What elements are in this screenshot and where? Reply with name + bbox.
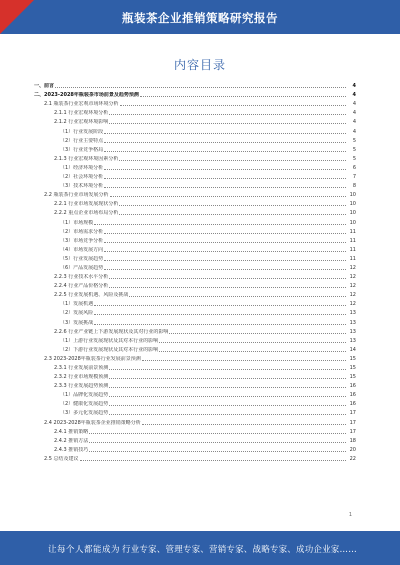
toc-dot-leader xyxy=(80,460,346,461)
toc-entry[interactable] xyxy=(34,435,356,444)
toc-entry[interactable] xyxy=(34,335,356,344)
toc-entry[interactable] xyxy=(34,135,356,144)
toc-entry-text: 2.2.3 行业技术水平分析 xyxy=(54,274,109,281)
toc-entry-page: 16 xyxy=(349,383,356,390)
toc-entry[interactable] xyxy=(34,253,356,262)
toc-entry-page: 15 xyxy=(349,355,356,362)
toc-entry-page: 17 xyxy=(349,428,356,435)
toc-entry-text: （1）发展机遇 xyxy=(60,301,94,308)
toc-entry-page: 4 xyxy=(352,110,356,117)
toc-entry-text: （5）行业发展趋势 xyxy=(60,255,104,262)
toc-entry-text: （2）健康化发展趋势 xyxy=(60,401,109,408)
toc-entry[interactable] xyxy=(34,307,356,316)
toc-entry-text: （2）行业主要特点 xyxy=(60,137,104,144)
toc-dot-leader xyxy=(119,205,346,206)
toc-entry[interactable] xyxy=(34,226,356,235)
toc-entry-page: 16 xyxy=(349,392,356,399)
toc-entry[interactable] xyxy=(34,289,356,298)
toc-entry[interactable] xyxy=(34,107,356,116)
toc-dot-leader xyxy=(129,296,346,297)
toc-entry[interactable] xyxy=(34,398,356,407)
toc-entry-page: 12 xyxy=(349,301,356,308)
toc-entry-page: 4 xyxy=(352,128,356,135)
toc-entry[interactable] xyxy=(34,316,356,325)
toc-entry-page: 13 xyxy=(349,337,356,344)
toc-dot-leader xyxy=(104,178,346,179)
toc-dot-leader xyxy=(142,360,346,361)
toc-entry-page: 10 xyxy=(349,219,356,226)
toc-entry-text: 2.3.1 行业发展前景预测 xyxy=(54,365,109,371)
toc-entry-page: 15 xyxy=(349,374,356,381)
toc-dot-leader xyxy=(94,314,346,315)
toc-dot-leader xyxy=(94,324,346,325)
toc-entry-text: （4）市场发展方向 xyxy=(60,246,104,253)
toc-dot-leader xyxy=(140,96,346,97)
toc-entry[interactable] xyxy=(34,235,356,244)
toc-entry[interactable] xyxy=(34,453,356,462)
toc-entry-page: 14 xyxy=(349,346,356,353)
toc-entry-text: 2.2.5 行业发展机遇、风险及挑战 xyxy=(54,292,129,299)
toc-entry-page: 8 xyxy=(352,183,356,190)
toc-entry-text: 2.3 2023-2028年瓶装茶行业发展前景预测 xyxy=(44,355,141,362)
footer-slogan: 让每个人都能成为 xyxy=(48,545,121,555)
toc-entry-page: 20 xyxy=(349,446,356,453)
toc-entry[interactable] xyxy=(34,371,356,380)
toc-entry-text: （3）技术环境分析 xyxy=(60,183,104,190)
toc-dot-leader xyxy=(169,333,346,334)
toc-dot-leader xyxy=(109,396,346,397)
toc-entry-page: 16 xyxy=(349,401,356,408)
toc-dot-leader xyxy=(94,224,346,225)
toc-entry-page: 5 xyxy=(352,146,356,153)
toc-entry-text: 2.1.3 行业宏观环境因素分析 xyxy=(54,155,119,162)
toc-entry-text: （3）行业竞争格局 xyxy=(60,146,104,153)
toc-entry-page: 6 xyxy=(352,164,356,171)
toc-entry-page: 10 xyxy=(349,201,356,208)
toc-entry-text: 2.2 瓶装茶行业市场发展分析 xyxy=(44,192,109,199)
toc-entry[interactable] xyxy=(34,216,356,225)
toc-entry[interactable] xyxy=(34,198,356,207)
toc-entry-text: 2.2.6 行业产业链上下游发展现状及其对行业的影响 xyxy=(54,328,169,335)
toc-dot-leader xyxy=(109,287,346,288)
toc-entry[interactable] xyxy=(34,171,356,180)
toc-entry-text: （2）社会环境分析 xyxy=(60,174,104,181)
toc-dot-leader xyxy=(109,114,346,115)
toc-dot-leader xyxy=(109,378,346,379)
toc-entry-page: 10 xyxy=(349,210,356,217)
toc-entry[interactable] xyxy=(34,426,356,435)
toc-entry[interactable] xyxy=(34,389,356,398)
toc-dot-leader xyxy=(159,342,346,343)
toc-entry-text: （1）市场规模 xyxy=(60,219,94,226)
toc-dot-leader xyxy=(104,242,346,243)
toc-entry-text: 二、2023-2028年瓶装茶市场前景及趋势预测 xyxy=(34,92,139,99)
toc-entry-text: （3）发展挑战 xyxy=(60,319,94,326)
toc-entry-page: 5 xyxy=(352,155,356,162)
toc-entry-page: 17 xyxy=(349,410,356,417)
toc-entry[interactable] xyxy=(34,180,356,189)
toc-entry-page: 13 xyxy=(349,310,356,317)
toc-entry-page: 12 xyxy=(349,274,356,281)
toc-dot-leader xyxy=(104,260,346,261)
table-of-contents xyxy=(34,80,356,462)
toc-entry-page: 11 xyxy=(349,255,356,262)
toc-entry-page: 11 xyxy=(349,246,356,253)
toc-entry-text: 2.1.2 行业宏观环境影响 xyxy=(54,119,109,126)
toc-entry[interactable] xyxy=(34,262,356,271)
toc-entry-text: 2.2.4 行业产品价格分析 xyxy=(54,283,109,290)
toc-dot-leader xyxy=(104,251,346,252)
toc-entry-page: 5 xyxy=(352,137,356,144)
toc-entry-page: 15 xyxy=(349,365,356,371)
toc-dot-leader xyxy=(104,187,346,188)
footer-roles: 行业专家、管理专家、营销专家、战略专家、成功企业家…… xyxy=(122,545,357,555)
toc-dot-leader xyxy=(109,369,346,370)
toc-dot-leader xyxy=(109,414,346,415)
toc-dot-leader xyxy=(89,442,346,443)
toc-entry-page: 13 xyxy=(349,319,356,326)
toc-entry[interactable] xyxy=(34,89,356,98)
toc-dot-leader xyxy=(104,233,346,234)
toc-dot-leader xyxy=(104,133,346,134)
toc-dot-leader xyxy=(104,151,346,152)
toc-entry[interactable] xyxy=(34,98,356,107)
toc-entry-text: （2）发展风险 xyxy=(60,310,94,317)
toc-entry-page: 4 xyxy=(352,101,356,108)
toc-entry-text: （1）经济环境分析 xyxy=(60,164,104,171)
page-number: 1 xyxy=(348,512,352,518)
toc-entry[interactable] xyxy=(34,80,356,89)
toc-entry-page: 11 xyxy=(349,237,356,244)
toc-entry-page: 12 xyxy=(349,283,356,290)
toc-dot-leader xyxy=(159,351,346,352)
toc-dot-leader xyxy=(120,105,346,106)
toc-dot-leader xyxy=(109,123,346,124)
toc-entry-page: 7 xyxy=(352,174,356,181)
toc-entry[interactable] xyxy=(34,362,356,371)
toc-entry[interactable] xyxy=(34,244,356,253)
toc-entry-text: （6）产品发展趋势 xyxy=(60,264,104,271)
toc-entry-page: 12 xyxy=(349,292,356,299)
toc-entry-page: 18 xyxy=(349,437,356,444)
toc-entry-page: 4 xyxy=(352,92,356,99)
toc-entry-page: 13 xyxy=(349,328,356,335)
toc-dot-leader xyxy=(109,387,346,388)
toc-entry[interactable] xyxy=(34,416,356,425)
toc-entry-page: 12 xyxy=(349,264,356,271)
toc-entry[interactable] xyxy=(34,162,356,171)
toc-dot-leader xyxy=(89,451,346,452)
toc-entry-text: （3）市场竞争分析 xyxy=(60,237,104,244)
header-bar xyxy=(0,0,400,34)
toc-entry-text: 2.4 2023-2028年瓶装茶企业推销策略分析 xyxy=(44,419,141,426)
toc-entry-text: 2.4.1 推销策略 xyxy=(54,428,89,435)
toc-entry[interactable] xyxy=(34,189,356,198)
toc-entry-text: 2.4.3 推销技巧 xyxy=(54,446,89,453)
toc-entry[interactable] xyxy=(34,344,356,353)
toc-dot-leader xyxy=(142,424,346,425)
toc-dot-leader xyxy=(110,196,346,197)
toc-entry[interactable] xyxy=(34,326,356,335)
toc-heading: 内容目录 xyxy=(173,58,226,72)
toc-entry[interactable] xyxy=(34,444,356,453)
toc-dot-leader xyxy=(109,278,346,279)
toc-dot-leader xyxy=(104,269,346,270)
toc-entry[interactable] xyxy=(34,153,356,162)
toc-entry[interactable] xyxy=(34,407,356,416)
toc-entry-text: 2.3.2 行业市场规模预测 xyxy=(54,374,109,381)
toc-entry[interactable] xyxy=(34,125,356,134)
toc-dot-leader xyxy=(55,87,346,88)
toc-entry-text: 2.1 瓶装茶行业宏观市场环境分析 xyxy=(44,101,119,108)
toc-entry[interactable] xyxy=(34,207,356,216)
toc-entry-page: 11 xyxy=(349,228,356,235)
toc-entry[interactable] xyxy=(34,116,356,125)
document-title: 瓶装茶企业推销策略研究报告 xyxy=(122,11,278,25)
toc-entry-text: 2.3.3 行业发展趋势预测 xyxy=(54,383,109,390)
toc-entry[interactable] xyxy=(34,271,356,280)
toc-entry-page: 4 xyxy=(352,119,356,126)
toc-entry-page: 22 xyxy=(349,455,356,462)
toc-entry[interactable] xyxy=(34,353,356,362)
toc-entry[interactable] xyxy=(34,280,356,289)
toc-dot-leader xyxy=(104,142,346,143)
toc-entry-text: 2.4.2 推销方法 xyxy=(54,437,89,444)
toc-entry-text: （2）市场需求分析 xyxy=(60,228,104,235)
toc-entry-text: （1）品牌化发展趋势 xyxy=(60,392,109,399)
toc-entry-text: 2.2.2 重点企业市场布局分析 xyxy=(54,210,119,217)
footer-bar xyxy=(0,531,400,565)
toc-entry[interactable] xyxy=(34,298,356,307)
toc-entry-text: 2.5 总结及建议 xyxy=(44,455,79,462)
toc-entry[interactable] xyxy=(34,380,356,389)
toc-dot-leader xyxy=(119,214,346,215)
toc-entry-text: （1）行业发展阶段 xyxy=(60,128,104,135)
toc-dot-leader xyxy=(109,405,346,406)
toc-entry-text: 2.1.1 行业宏观环境分析 xyxy=(54,110,109,117)
toc-entry-text: （2）下游行业发展现状及其对本行业的影响 xyxy=(60,346,159,353)
toc-entry[interactable] xyxy=(34,144,356,153)
toc-entry-text: （3）多元化发展趋势 xyxy=(60,410,109,417)
toc-entry-page: 4 xyxy=(352,83,356,90)
toc-entry-text: 2.2.1 行业市场发展现状分析 xyxy=(54,201,119,208)
toc-entry-page: 17 xyxy=(349,419,356,426)
toc-dot-leader xyxy=(89,433,346,434)
toc-entry-text: （1）上游行业发展现状及其对本行业的影响 xyxy=(60,337,159,344)
toc-entry-text: 一、前言 xyxy=(34,83,55,90)
toc-dot-leader xyxy=(94,305,346,306)
toc-dot-leader xyxy=(104,169,346,170)
toc-entry-page: 10 xyxy=(349,192,356,199)
toc-dot-leader xyxy=(119,160,346,161)
